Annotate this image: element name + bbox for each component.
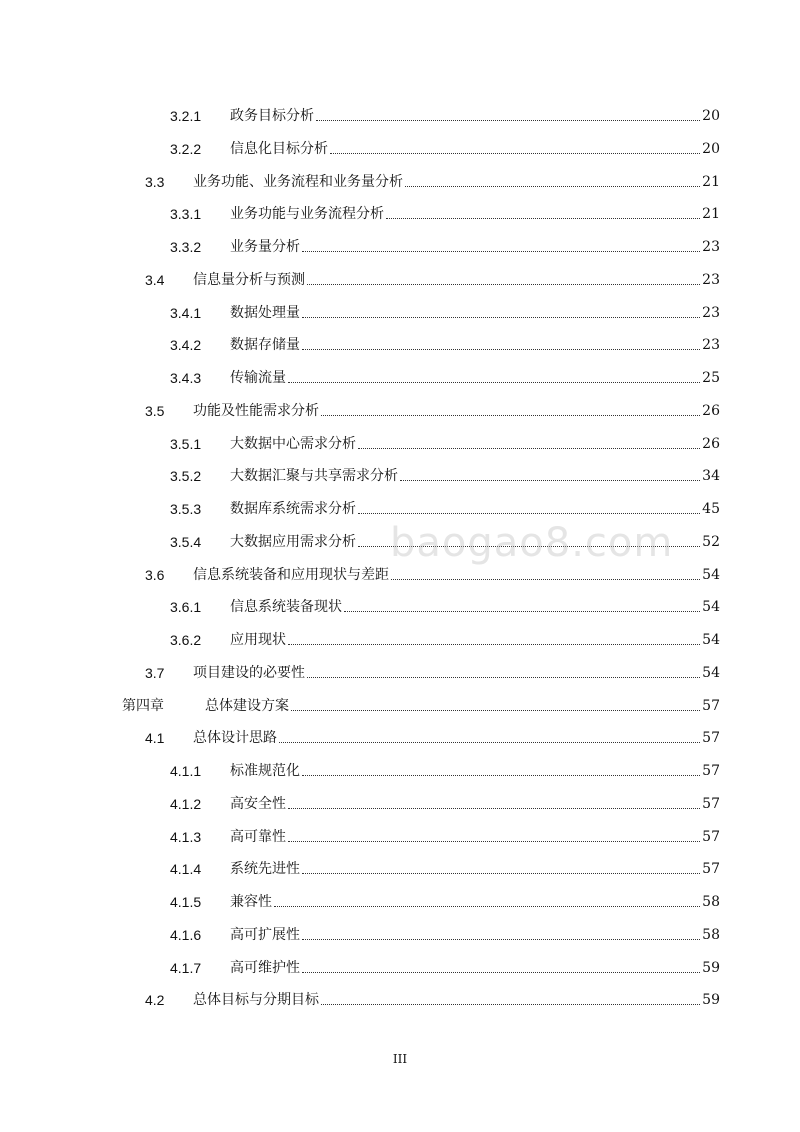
toc-entry[interactable] <box>170 199 720 223</box>
toc-entry-page: 54 <box>702 665 720 681</box>
toc-entry[interactable] <box>170 232 720 256</box>
toc-entry-page: 20 <box>702 141 720 157</box>
toc-entry-title: 应用现状 <box>230 632 286 648</box>
toc-entry-page: 23 <box>702 337 720 353</box>
toc-entry-number: 4.1.4 <box>170 861 202 877</box>
toc-dot-leader <box>358 545 700 547</box>
toc-entry-number: 4.1.3 <box>170 829 202 845</box>
toc-entry-page: 20 <box>702 108 720 124</box>
toc-entry-title: 功能及性能需求分析 <box>193 403 319 419</box>
toc-entry-number: 3.4 <box>145 272 165 288</box>
toc-entry[interactable] <box>170 953 720 977</box>
toc-entry-number: 4.1.1 <box>170 763 202 779</box>
toc-entry-page: 57 <box>702 730 720 746</box>
toc-entry[interactable] <box>145 560 720 584</box>
toc-dot-leader <box>405 185 700 187</box>
toc-entry-number: 3.5.1 <box>170 436 202 452</box>
toc-dot-leader <box>316 119 700 121</box>
toc-entry[interactable] <box>145 723 720 747</box>
toc-entry-number: 3.2.1 <box>170 108 202 124</box>
toc-entry-title: 传输流量 <box>230 370 286 386</box>
toc-entry-title: 政务目标分析 <box>230 108 314 124</box>
toc-dot-leader <box>330 152 700 154</box>
toc-dot-leader <box>307 283 700 285</box>
toc-dot-leader <box>288 807 700 809</box>
toc-entry-title: 大数据汇聚与共享需求分析 <box>230 468 398 484</box>
toc-dot-leader <box>288 381 700 383</box>
toc-entry-page: 23 <box>702 239 720 255</box>
toc-entry[interactable] <box>122 691 720 715</box>
toc-entry-title: 信息化目标分析 <box>230 141 328 157</box>
toc-dot-leader <box>302 348 700 350</box>
toc-dot-leader <box>302 971 700 973</box>
toc-entry[interactable] <box>170 429 720 453</box>
toc-entry-number: 4.1.6 <box>170 927 202 943</box>
toc-dot-leader <box>358 512 700 514</box>
toc-entry[interactable] <box>145 396 720 420</box>
toc-entry-number: 4.2 <box>145 992 165 1008</box>
toc-entry-page: 45 <box>702 501 720 517</box>
toc-entry[interactable] <box>170 920 720 944</box>
toc-dot-leader <box>274 905 700 907</box>
toc-dot-leader <box>344 610 700 612</box>
toc-entry-page: 23 <box>702 272 720 288</box>
toc-entry-title: 大数据中心需求分析 <box>230 436 356 452</box>
toc-entry-number: 4.1.2 <box>170 796 202 812</box>
toc-entry[interactable] <box>170 854 720 878</box>
toc-entry-page: 58 <box>702 927 720 943</box>
page-number: III <box>392 1052 408 1066</box>
toc-entry-page: 26 <box>702 403 720 419</box>
toc-entry-number: 3.6.1 <box>170 599 202 615</box>
toc-entry-number: 3.6.2 <box>170 632 202 648</box>
toc-entry-page: 54 <box>702 567 720 583</box>
toc-entry-title: 高可靠性 <box>230 829 286 845</box>
toc-entry-page: 57 <box>702 763 720 779</box>
toc-entry-number: 3.3.1 <box>170 206 202 222</box>
toc-entry-page: 54 <box>702 632 720 648</box>
toc-entry-number: 3.5.4 <box>170 534 202 550</box>
toc-entry-page: 25 <box>702 370 720 386</box>
toc-entry-number: 第四章 <box>122 698 164 714</box>
toc-entry-number: 3.4.3 <box>170 370 202 386</box>
toc-entry-title: 项目建设的必要性 <box>193 665 305 681</box>
toc-entry-page: 54 <box>702 599 720 615</box>
toc-entry[interactable] <box>170 298 720 322</box>
toc-entry[interactable] <box>170 789 720 813</box>
toc-entry-title: 系统先进性 <box>230 861 300 877</box>
toc-dot-leader <box>400 479 700 481</box>
toc-entry-page: 21 <box>702 206 720 222</box>
toc-entry-title: 大数据应用需求分析 <box>230 534 356 550</box>
toc-entry[interactable] <box>170 625 720 649</box>
toc-dot-leader <box>288 643 700 645</box>
toc-dot-leader <box>358 447 700 449</box>
toc-entry[interactable] <box>170 822 720 846</box>
toc-entry[interactable] <box>145 265 720 289</box>
toc-entry-page: 59 <box>702 960 720 976</box>
toc-dot-leader <box>279 741 700 743</box>
toc-entry-number: 3.5.3 <box>170 501 202 517</box>
toc-dot-leader <box>391 578 700 580</box>
toc-dot-leader <box>307 676 700 678</box>
toc-entry-title: 标准规范化 <box>230 763 300 779</box>
toc-entry[interactable] <box>145 658 720 682</box>
toc-entry[interactable] <box>145 985 720 1009</box>
toc-entry[interactable] <box>170 330 720 354</box>
toc-entry-title: 数据处理量 <box>230 305 300 321</box>
toc-entry-number: 3.4.2 <box>170 337 202 353</box>
toc-entry-title: 总体目标与分期目标 <box>193 992 319 1008</box>
toc-entry-title: 信息系统装备现状 <box>230 599 342 615</box>
toc-entry[interactable] <box>170 461 720 485</box>
toc-entry[interactable] <box>145 167 720 191</box>
toc-entry-number: 3.5.2 <box>170 468 202 484</box>
toc-entry-page: 26 <box>702 436 720 452</box>
toc-entry-title: 信息系统装备和应用现状与差距 <box>193 567 389 583</box>
toc-entry-title: 兼容性 <box>230 894 272 910</box>
toc-entry[interactable] <box>170 101 720 125</box>
toc-entry-page: 57 <box>702 698 720 714</box>
toc-entry-number: 3.3.2 <box>170 239 202 255</box>
toc-dot-leader <box>302 774 700 776</box>
toc-dot-leader <box>321 1003 700 1005</box>
toc-entry[interactable] <box>170 363 720 387</box>
toc-entry-number: 3.4.1 <box>170 305 202 321</box>
toc-entry[interactable] <box>170 494 720 518</box>
toc-entry-page: 34 <box>702 468 720 484</box>
toc-dot-leader <box>302 872 700 874</box>
toc-dot-leader <box>321 414 700 416</box>
toc-entry-page: 59 <box>702 992 720 1008</box>
toc-entry-number: 4.1 <box>145 730 165 746</box>
toc-entry[interactable] <box>170 756 720 780</box>
toc-dot-leader <box>302 316 700 318</box>
toc-entry-number: 3.7 <box>145 665 165 681</box>
toc-entry-title: 高安全性 <box>230 796 286 812</box>
toc-entry[interactable] <box>170 527 720 551</box>
toc-dot-leader <box>288 840 700 842</box>
toc-entry[interactable] <box>170 592 720 616</box>
toc-entry-number: 3.2.2 <box>170 141 202 157</box>
toc-entry-number: 3.6 <box>145 567 165 583</box>
toc-entry-title: 业务量分析 <box>230 239 300 255</box>
toc-entry-page: 57 <box>702 796 720 812</box>
toc-entry-title: 数据存储量 <box>230 337 300 353</box>
toc-entry-title: 总体设计思路 <box>193 730 277 746</box>
watermark: baogao8.com <box>390 520 674 566</box>
toc-dot-leader <box>386 217 700 219</box>
toc-entry-number: 3.5 <box>145 403 165 419</box>
toc-entry-page: 21 <box>702 174 720 190</box>
toc-entry-page: 58 <box>702 894 720 910</box>
toc-entry-page: 57 <box>702 861 720 877</box>
toc-entry-title: 高可扩展性 <box>230 927 300 943</box>
toc-entry-number: 3.3 <box>145 174 165 190</box>
toc-dot-leader <box>302 250 700 252</box>
toc-entry-title: 数据库系统需求分析 <box>230 501 356 517</box>
toc-entry-title: 总体建设方案 <box>205 698 289 714</box>
toc-entry-page: 52 <box>702 534 720 550</box>
toc-entry-title: 信息量分析与预测 <box>193 272 305 288</box>
toc-entry-page: 23 <box>702 305 720 321</box>
toc-dot-leader <box>302 938 700 940</box>
toc-entry[interactable] <box>170 134 720 158</box>
toc-entry-page: 57 <box>702 829 720 845</box>
toc-entry-title: 业务功能与业务流程分析 <box>230 206 384 222</box>
toc-dot-leader <box>291 709 700 711</box>
toc-entry-title: 高可维护性 <box>230 960 300 976</box>
toc-entry-number: 4.1.7 <box>170 960 202 976</box>
toc-entry-title: 业务功能、业务流程和业务量分析 <box>193 174 403 190</box>
toc-entry[interactable] <box>170 887 720 911</box>
toc-entry-number: 4.1.5 <box>170 894 202 910</box>
